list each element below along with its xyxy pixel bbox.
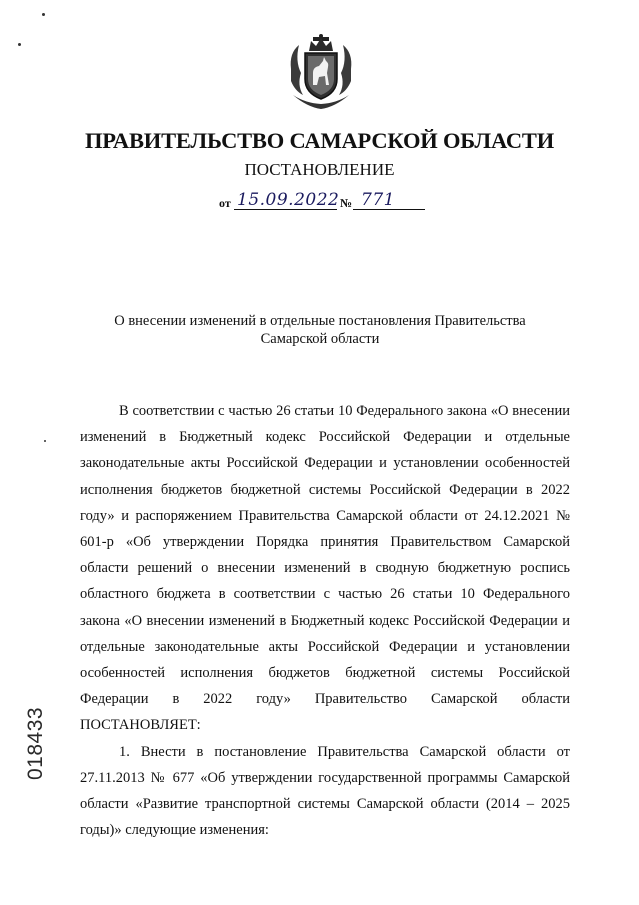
document-type: ПОСТАНОВЛЕНИЕ [244,160,395,179]
date-prefix: от [219,196,231,210]
handwritten-date: 15.09.2022 [237,190,340,210]
document-subject: О внесении изменений в отдельные постановления Правительства Самарской области [114,313,526,347]
samara-coat-of-arms-icon [289,33,353,111]
scan-speck [44,440,46,442]
handwritten-number: 771 [361,190,395,210]
coat-of-arms-emblem [289,33,353,111]
scan-speck [42,13,45,16]
scan-speck [18,43,21,46]
document-body [80,398,570,843]
body-paragraph: В соответствии с частью 26 статьи 10 Федерального закона «О внесении изменений в Бюджетный кодекс Российской Федерации и отдельные законодательные акты Российской Федерации и установлении особенностей исполнения бюджетов бюджетной системы Российской Федерации в 2022 году» и распоряжением Правительства Самарской области от 24.12.2021 № 601-р «Об утверждении Порядка принятия Правительством Самарской области решений о внесении изменений в сводную бюджетную роспись областного бюджета в соответствии с частью 26 статьи 10 Федерального закона «О внесении изменений в Бюджетный кодекс Российской Федерации и отдельные законодательные акты Российской Федерации и установлении особенностей исполнения бюджетов бюджетной системы Российской Федерации в 2022 году» Правительство Самарской области ПОСТАНОВЛЯЕТ: [80,403,570,734]
registration-number: 018433 [24,706,47,780]
date-number-line [219,190,429,214]
body-paragraph: 1. Внести в постановление Правительства Самарской области от 27.11.2013 № 677 «Об утверждении государственной программы Самарской области «Развитие транспортной системы Самарской области (2014 – 2025 годы)» следующие изменения: [80,743,570,839]
government-title: ПРАВИТЕЛЬСТВО САМАРСКОЙ ОБЛАСТИ [84,128,555,153]
number-prefix: № [340,196,353,210]
